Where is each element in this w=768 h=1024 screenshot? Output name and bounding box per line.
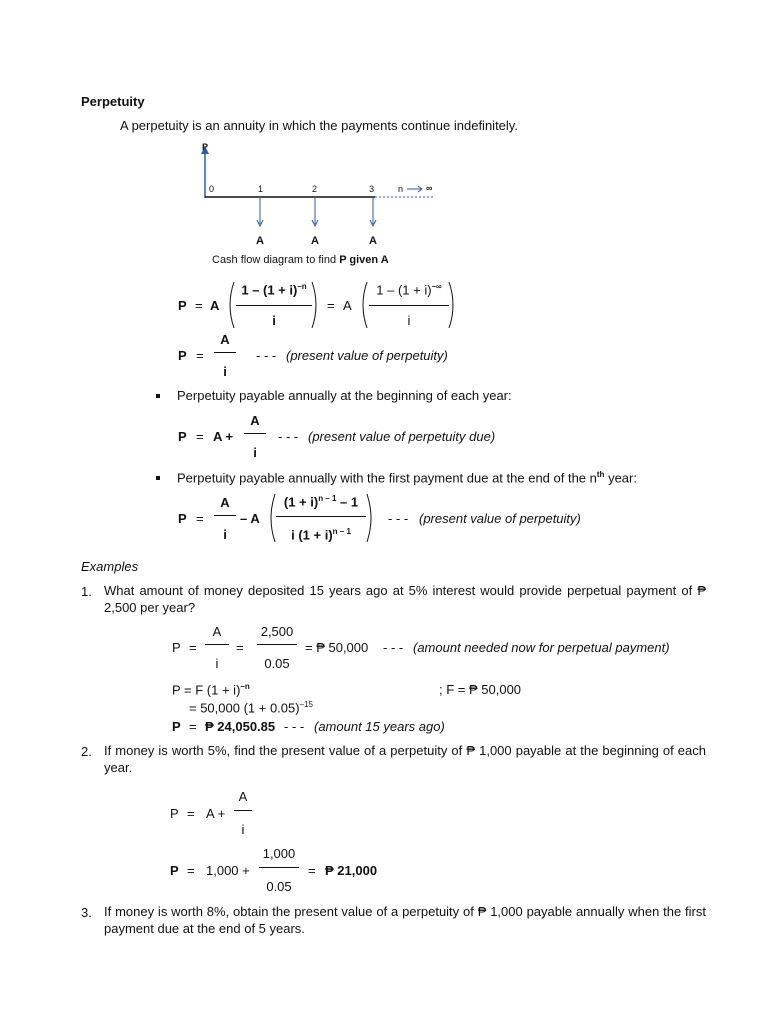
ex1-s1-bar2	[257, 644, 297, 645]
diagram-caption-bold: P given A	[339, 254, 389, 266]
f2-lhs: P	[178, 348, 187, 363]
f1-right-paren	[310, 280, 322, 330]
b2-right-paren	[365, 492, 377, 544]
b2-num2: (1 + i)	[283, 494, 319, 510]
f1-fraction-bar-bold	[236, 305, 312, 306]
bullet-1-text: Perpetuity payable annually at the beginning of each year:	[177, 388, 512, 403]
diagram-caption-prefix: Cash flow diagram to find	[212, 254, 337, 266]
b2-den1: i	[223, 527, 227, 542]
ex1-s2-text: P = F (1 + i)	[172, 682, 241, 698]
f1-eq1: =	[195, 298, 203, 313]
ex1-s1-den2: 0.05	[264, 656, 290, 671]
b1-lhs: P	[178, 429, 187, 444]
ex1-s2-side: ; F = ₱ 50,000	[439, 682, 522, 697]
ex2-s1-lhs: P	[170, 806, 179, 821]
b2-num2-end: – 1	[340, 494, 359, 510]
ex1-s1-bar1	[205, 644, 229, 645]
bullet-marker-2	[156, 476, 160, 480]
f1-lhs: P	[178, 298, 187, 313]
b2-eq: =	[196, 511, 204, 526]
bullet-marker-1	[156, 394, 160, 398]
b2-den2-exp: n – 1	[332, 527, 351, 536]
ex1-s3-exp: –15	[299, 700, 313, 709]
f1-eq2: =	[327, 298, 335, 313]
f1-left-paren-2	[357, 280, 369, 330]
f1-num-text: 1 – (1 + i)	[376, 282, 432, 298]
f1-num-bold-text: 1 – (1 + i)	[241, 282, 298, 298]
diagram-a-label-1: A	[256, 235, 264, 247]
b2-den2: i (1 + i)	[291, 527, 333, 543]
ex1-s1-num1: A	[212, 624, 222, 639]
b1-den: i	[253, 445, 257, 460]
f1-a2: A	[343, 298, 352, 313]
ex2-s2-num: 1,000	[262, 846, 296, 861]
bullet-2-text	[177, 471, 637, 484]
ex2-s2-den: 0.05	[266, 879, 292, 894]
f1-a: A	[210, 298, 220, 313]
ex1-s1-num2: 2,500	[260, 624, 294, 639]
b2-lhs: P	[178, 511, 187, 526]
ex2-s2-result: ₱ 21,000	[325, 863, 378, 878]
diagram-tick-2: 2	[312, 184, 318, 194]
b1-eq: =	[196, 429, 204, 444]
b1-num: A	[250, 413, 260, 428]
ex1-s4-lhs: P	[172, 719, 181, 734]
ex1-s1-result: = ₱ 50,000	[305, 640, 369, 655]
ex2-s1-den: i	[241, 822, 245, 837]
diagram-p-label: P	[202, 142, 209, 152]
f2-den: i	[223, 364, 227, 379]
ex1-s1-den1: i	[215, 656, 219, 671]
cash-flow-diagram-svg	[195, 138, 455, 248]
diagram-infinity-label: ∞	[426, 183, 433, 193]
bullet-2-text-main: Perpetuity payable annually with the first payment due at the end of the n	[177, 470, 597, 486]
b2-num1: A	[220, 495, 230, 510]
examples-title: Examples	[81, 559, 139, 574]
example-1-number: 1.	[81, 584, 92, 599]
b2-denominator	[276, 528, 366, 541]
ex2-s2-eq: =	[187, 863, 195, 878]
ex1-s4-value: ₱ 24,050.85	[205, 719, 276, 734]
f2-eq: =	[196, 348, 204, 363]
ex1-s1-lhs: P	[172, 640, 181, 655]
f1-num-bold-exp: –n	[297, 282, 307, 291]
diagram-n-label: n	[398, 184, 404, 194]
ex1-s4-dash: - - -	[284, 719, 305, 734]
f1-den: i	[407, 313, 411, 328]
ex1-s1-eq: =	[189, 640, 197, 655]
ex2-s1-bar	[234, 810, 252, 811]
f2-note: (present value of perpetuity)	[286, 348, 448, 363]
b2-num2-exp: n – 1	[318, 494, 337, 503]
ex2-s1-expr: A +	[206, 806, 226, 821]
f1-numerator	[369, 283, 449, 296]
example-3-number: 3.	[81, 905, 92, 920]
ex1-s4-note: (amount 15 years ago)	[314, 719, 445, 734]
f2-fraction-bar	[214, 352, 236, 353]
f1-den-bold: i	[272, 313, 276, 328]
f1-numerator-bold	[236, 283, 312, 296]
ex2-s2-expr: 1,000 +	[206, 863, 250, 878]
ex1-s2	[172, 683, 250, 696]
diagram-tick-1: 1	[258, 184, 264, 194]
diagram-tick-3: 3	[369, 184, 375, 194]
b2-minus-a: – A	[240, 511, 260, 526]
diagram-a-label-3: A	[369, 235, 377, 247]
example-2-question: If money is worth 5%, find the present value of a perpetuity of ₱ 1,000 payable at the beginning of each year.	[104, 743, 706, 775]
ex1-s4-eq: =	[189, 719, 197, 734]
page-title: Perpetuity	[81, 94, 145, 109]
bullet-2-text-sup: th	[596, 470, 605, 479]
ex2-s2-lhs: P	[170, 863, 179, 878]
ex1-s1-dash: - - -	[383, 640, 404, 655]
ex1-s2-exp: –n	[240, 682, 250, 691]
b1-dash: - - -	[278, 429, 299, 444]
b1-fraction-bar	[244, 433, 266, 434]
b2-numerator	[276, 495, 366, 508]
b1-note: (present value of perpetuity due)	[308, 429, 496, 444]
example-2-number: 2.	[81, 744, 92, 759]
ex1-s1-eq2: =	[236, 640, 244, 655]
b2-dash: - - -	[388, 511, 409, 526]
bullet-2-text-end: year:	[604, 470, 637, 486]
diagram-tick-0: 0	[209, 184, 215, 194]
f1-left-paren	[224, 280, 236, 330]
f2-num: A	[220, 332, 230, 347]
ex1-s1-note: (amount needed now for perpetual payment)	[413, 640, 670, 655]
ex2-s2-bar	[259, 867, 299, 868]
ex1-s3-text: = 50,000 (1 + 0.05)	[189, 700, 300, 716]
b2-fraction-bar-1	[214, 515, 236, 516]
b1-expr: A +	[213, 429, 234, 444]
ex1-s3	[189, 701, 313, 714]
f1-right-paren-2	[447, 280, 459, 330]
b2-fraction-bar-2	[276, 516, 366, 517]
example-1-question: What amount of money deposited 15 years ago at 5% interest would provide perpetual payment of ₱ 2,500 per year?	[104, 583, 706, 615]
diagram-a-label-2: A	[311, 235, 319, 247]
ex2-s1-num: A	[238, 789, 248, 804]
ex2-s2-eq2: =	[308, 863, 316, 878]
b2-note: (present value of perpetuity)	[419, 511, 581, 526]
diagram-caption	[212, 255, 389, 266]
f1-fraction-bar	[369, 305, 449, 306]
intro-text: A perpetuity is an annuity in which the payments continue indefinitely.	[120, 118, 518, 133]
example-3-question: If money is worth 8%, obtain the present value of a perpetuity of ₱ 1,000 payable annually when the first payment due at the end of 5 years.	[104, 904, 706, 936]
f2-dash: - - -	[256, 348, 277, 363]
ex2-s1-eq: =	[187, 806, 195, 821]
f1-num-exp: –∞	[431, 282, 442, 291]
